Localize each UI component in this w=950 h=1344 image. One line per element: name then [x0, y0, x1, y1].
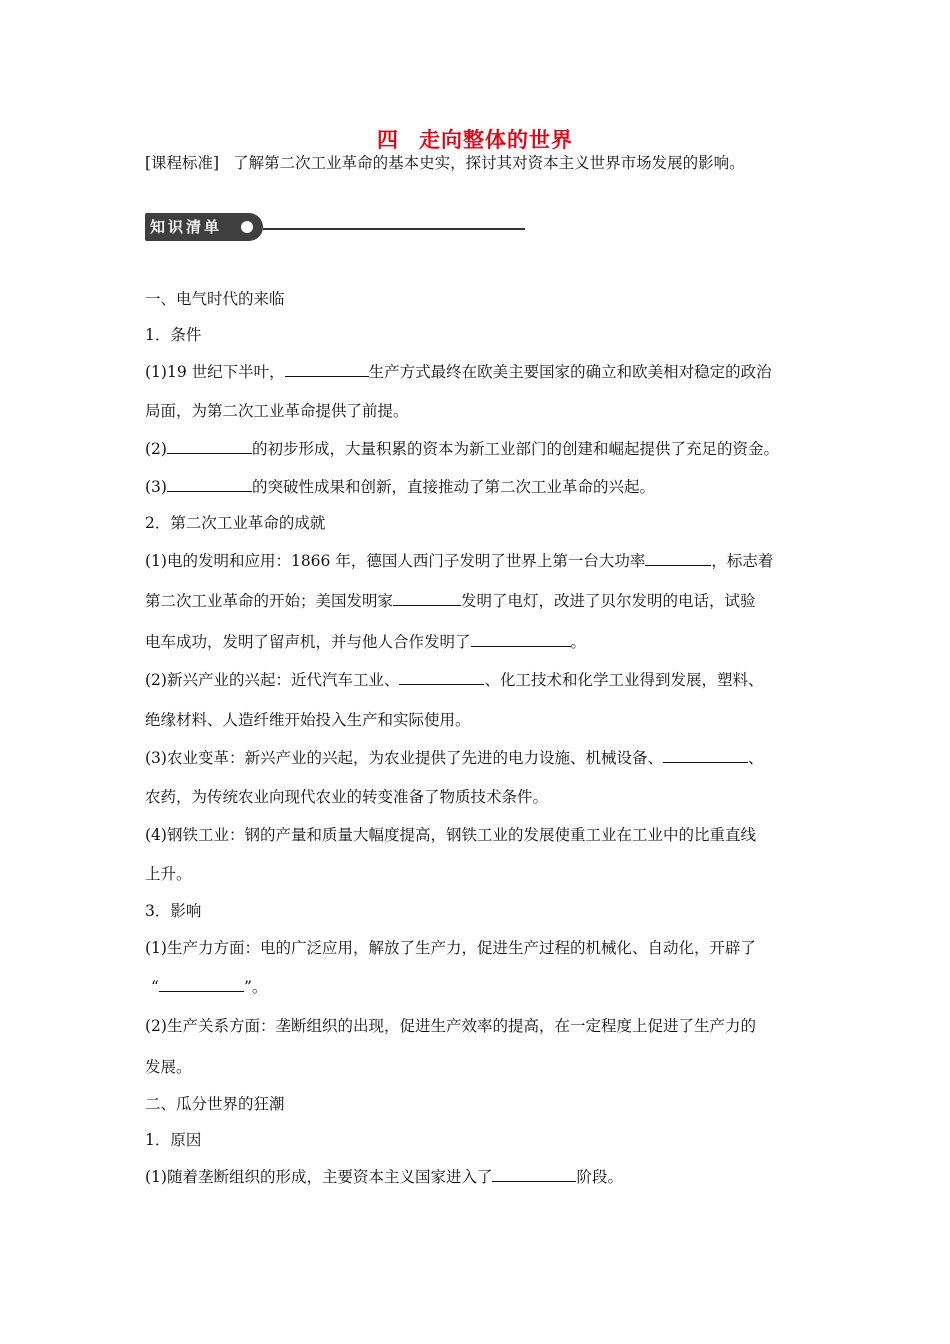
text: 、化工技术和化学工业得到发展，塑料、: [484, 671, 764, 689]
curriculum-standard: [145, 151, 745, 173]
title-text: 走向整体的世界: [419, 128, 573, 152]
section-label-text: 知识清单: [150, 218, 223, 236]
text-line: [145, 361, 772, 382]
text-line: [145, 550, 773, 571]
page-title: [0, 124, 950, 154]
text-line: [145, 747, 763, 768]
text: (2)新兴产业的兴起：近代汽车工业、: [145, 671, 400, 689]
heading-electric-age: 一、电气时代的来临: [145, 290, 285, 308]
text-line: [145, 438, 779, 459]
fill-blank[interactable]: [167, 476, 252, 492]
heading-partition: 二、瓜分世界的狂潮: [145, 1095, 285, 1113]
text-line: [145, 1166, 623, 1187]
text-line: (1)生产力方面：电的广泛应用，解放了生产力，促进生产过程的机械化、自动化，开辟了: [145, 939, 756, 957]
fill-blank[interactable]: [663, 747, 748, 763]
text-line: [145, 669, 763, 690]
text: (2): [145, 440, 167, 458]
text-line: [151, 976, 267, 997]
text-line: (4)钢铁工业：钢的产量和质量大幅度提高，钢铁工业的发展使重工业在工业中的比重直线: [145, 826, 756, 844]
text-line: 局面，为第二次工业革命提供了前提。: [145, 402, 409, 420]
bullet-icon: [241, 221, 253, 233]
text: 生产方式最终在欧美主要国家的确立和欧美相对稳定的政治: [368, 363, 772, 381]
fill-blank[interactable]: [399, 669, 484, 685]
text: 的突破性成果和创新，直接推动了第二次工业革命的兴起。: [251, 478, 655, 496]
fill-blank[interactable]: [159, 976, 244, 992]
text-line: 绝缘材料、人造纤维开始投入生产和实际使用。: [145, 711, 471, 729]
text: (1)随着垄断组织的形成，主要资本主义国家进入了: [145, 1168, 493, 1186]
text: ”。: [243, 978, 268, 996]
standard-tag: [课程标准]: [145, 154, 220, 172]
fill-blank[interactable]: [167, 438, 252, 454]
fill-blank[interactable]: [492, 1166, 576, 1182]
subheading-achievements: 2．第二次工业革命的成就: [145, 514, 326, 532]
text: 。: [570, 633, 587, 651]
section-divider: [263, 228, 525, 230]
text-line: [145, 590, 756, 611]
title-number: 四: [377, 128, 399, 152]
standard-text: 了解第二次工业革命的基本史实，探讨其对资本主义世界市场发展的影响。: [233, 154, 745, 172]
subheading-conditions: 1．条件: [145, 326, 202, 344]
text: (3): [145, 478, 167, 496]
text-line: (2)生产关系方面：垄断组织的出现，促进生产效率的提高，在一定程度上促进了生产力的: [145, 1017, 756, 1035]
fill-blank[interactable]: [285, 361, 369, 377]
text: (1)电的发明和应用：1866 年，德国人西门子发明了世界上第一台大功率: [145, 552, 646, 570]
text-line: [145, 631, 586, 652]
text: 、: [747, 749, 764, 767]
subheading-impact: 3．影响: [145, 902, 202, 920]
text: (3)农业变革：新兴产业的兴起，为农业提供了先进的电力设施、机械设备、: [145, 749, 663, 767]
text-line: 发展。: [145, 1058, 192, 1076]
fill-blank[interactable]: [393, 590, 461, 606]
text: ，标志着: [711, 552, 774, 570]
subheading-causes: 1．原因: [145, 1131, 202, 1149]
text-line: 上升。: [145, 865, 192, 883]
fill-blank[interactable]: [645, 550, 711, 566]
text-line: [145, 476, 655, 497]
text: 电车成功，发明了留声机，并与他人合作发明了: [145, 633, 471, 651]
text: 阶段。: [576, 1168, 623, 1186]
text-line: 农药，为传统农业向现代农业的转变准备了物质技术条件。: [145, 788, 549, 806]
fill-blank[interactable]: [471, 631, 571, 647]
text: (1)19 世纪下半叶，: [145, 363, 285, 381]
text: 发明了电灯，改进了贝尔发明的电话，试验: [461, 592, 756, 610]
text: 第二次工业革命的开始；美国发明家: [145, 592, 394, 610]
text: 的初步形成，大量积累的资本为新工业部门的创建和崛起提供了充足的资金。: [251, 440, 779, 458]
text: “: [151, 978, 159, 996]
